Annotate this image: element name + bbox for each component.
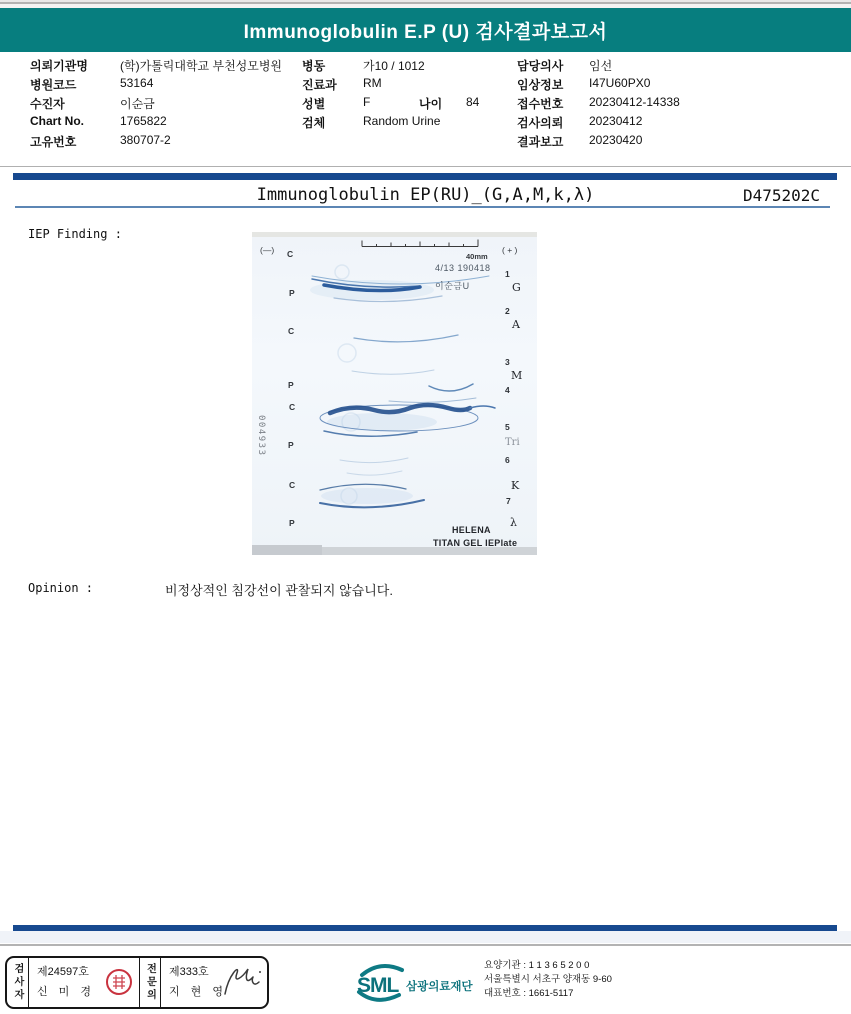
lane-label: P (289, 518, 295, 528)
info-label-requested: 검사의뢰 (517, 116, 564, 130)
signer-box (5, 956, 269, 1009)
examiner-role-label: 검사자 (7, 958, 29, 1007)
lane-ig-label: A (512, 318, 520, 331)
examiner-cell (29, 958, 140, 1007)
lane-number: 5 (505, 422, 510, 432)
info-value-chartno: 1765822 (120, 114, 167, 128)
lane-number: 3 (505, 357, 510, 367)
info-value-receiptno: 20230412-14338 (589, 95, 680, 109)
lane-number: 2 (505, 306, 510, 316)
lane-ig-label: M (511, 369, 523, 382)
info-value-doctor: 임선 (589, 59, 613, 73)
info-label-dept: 진료과 (302, 78, 337, 92)
footer-line-address: 서울특별시 서초구 양재동 9-60 (484, 974, 612, 985)
footer-info (484, 959, 612, 1001)
lane-label: P (289, 288, 295, 298)
info-label-clinical: 임상정보 (517, 78, 564, 92)
divider (0, 166, 851, 167)
info-value-hospcode: 53164 (120, 76, 154, 90)
info-value-reported: 20230420 (589, 133, 643, 147)
gel-brand-helena: HELENA (452, 525, 491, 535)
navy-bar (13, 173, 837, 180)
gel-brand-titan: TITAN GEL IEPlate (433, 538, 518, 548)
test-code: D475202C (742, 186, 820, 205)
info-label-reported: 결과보고 (517, 135, 564, 149)
info-value-specimen: Random Urine (363, 114, 441, 128)
info-value-clinical: I47U60PX0 (589, 76, 651, 90)
info-label-patient: 수진자 (30, 97, 65, 111)
info-label-uid: 고유번호 (30, 135, 77, 149)
gel-date-text: 4/13 190418 (435, 263, 491, 273)
gel-serial-number: 004933 (256, 415, 266, 457)
specialist-name: 지 현 영 (169, 986, 227, 998)
lane-number: 4 (505, 385, 510, 395)
lane-label: C (289, 480, 296, 490)
gel-bands-graphic (252, 232, 537, 555)
specialist-role-label: 전문의 (140, 958, 161, 1007)
divider (0, 944, 851, 946)
gel-negative-label: (—) (260, 245, 275, 255)
report-banner (0, 8, 851, 52)
report-title: Immunoglobulin E.P (U) 검사결과보고서 (243, 21, 608, 43)
lane-label: C (287, 249, 294, 259)
sml-logo-text: SML (357, 974, 399, 997)
gel-positive-label: ( + ) (502, 245, 518, 255)
specialist-cert-number: 제333호 (169, 966, 209, 978)
info-value-ward: 가10 / 1012 (363, 59, 425, 73)
info-label-ward: 병동 (302, 59, 326, 73)
info-label-doctor: 담당의사 (517, 59, 564, 73)
specialist-cell (161, 958, 267, 1007)
lane-label: P (288, 380, 294, 390)
info-label-hospcode: 병원코드 (30, 78, 77, 92)
lane-ig-label: G (512, 281, 521, 294)
gel-patient-text: 이순금U (435, 281, 470, 291)
info-label-receiptno: 접수번호 (517, 97, 564, 111)
gel-ruler-label: 40mm (466, 252, 488, 261)
divider (15, 206, 830, 208)
opinion-label: Opinion : (28, 581, 94, 595)
lane-label: P (288, 440, 294, 450)
lane-ig-label: Tri (505, 437, 520, 448)
footer-line-phone: 대표번호 : 1661-5117 (484, 988, 574, 999)
lane-label: C (288, 326, 295, 336)
test-name: Immunoglobulin EP(RU)_(G,A,M,k,λ) (256, 185, 595, 205)
lane-label: C (289, 402, 296, 412)
info-label-sex: 성별 (302, 97, 326, 111)
iep-finding-label: IEP Finding : (28, 227, 122, 241)
examiner-cert-number: 제24597호 (37, 966, 89, 978)
info-value-org: (학)가톨릭대학교 부천성모병원 (120, 59, 283, 73)
pale-strip (0, 931, 851, 943)
examiner-name: 신 미 경 (37, 986, 95, 998)
lane-number: 7 (506, 496, 511, 506)
lane-ig-label: K (511, 479, 520, 492)
signature-icon (219, 960, 265, 1004)
lane-number: 1 (505, 269, 510, 279)
footer-line-provider: 요양기관 : 1 1 3 6 5 2 0 0 (484, 960, 590, 971)
info-value-sex: F (363, 95, 371, 109)
info-value-patient: 이순금 (120, 97, 155, 111)
org-name: 삼광의료재단 (406, 981, 473, 993)
gel-photo (252, 232, 537, 555)
sml-logo (355, 961, 405, 1005)
lane-number: 6 (505, 455, 510, 465)
opinion-text: 비정상적인 침강선이 관찰되지 않습니다. (165, 583, 393, 598)
info-value-uid: 380707-2 (120, 133, 171, 147)
ruler-icon (362, 240, 478, 247)
info-value-age: 84 (466, 95, 480, 109)
info-value-requested: 20230412 (589, 114, 643, 128)
lane-ig-label: λ (510, 516, 517, 529)
info-label-chartno: Chart No. (30, 114, 84, 128)
info-label-specimen: 검체 (302, 116, 326, 130)
info-label-org: 의뢰기관명 (30, 59, 88, 73)
info-label-age: 나이 (419, 97, 443, 111)
info-value-dept: RM (363, 76, 382, 90)
red-seal-stamp-icon (105, 968, 133, 996)
